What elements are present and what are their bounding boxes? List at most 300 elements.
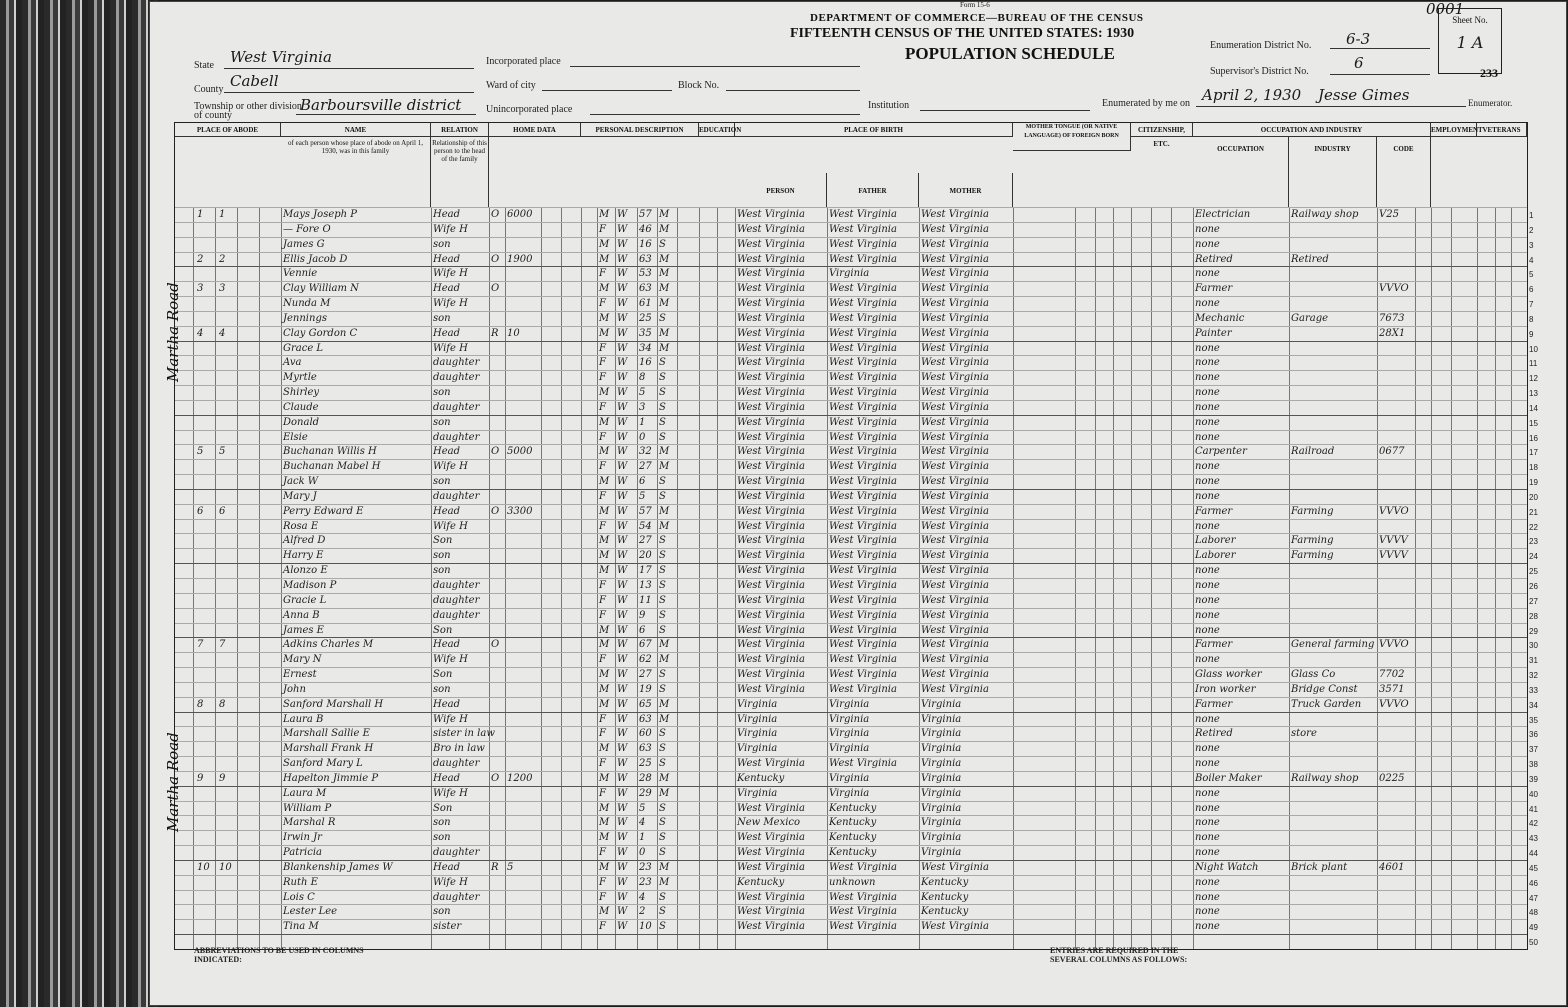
unincorporated-label: Unincorporated place [486, 104, 573, 115]
film-edge-stripes [0, 0, 158, 1007]
cell-race: W [617, 921, 628, 933]
cell-ms: S [659, 802, 666, 814]
cell-fob: West Virginia [829, 639, 897, 651]
cell-rel: Son [433, 669, 453, 681]
line-number: 1 [1529, 211, 1534, 220]
cell-age: 20 [639, 550, 652, 562]
cell-own: O [491, 209, 500, 220]
table-row [175, 355, 1538, 370]
cell-mob: West Virginia [921, 357, 989, 369]
table-row [175, 296, 1534, 311]
cell-ind: Farming [1291, 550, 1334, 562]
cell-fob: Virginia [829, 787, 870, 799]
cell-sex: F [599, 921, 606, 933]
cell-age: 9 [639, 609, 646, 621]
cell-pob: Virginia [737, 713, 778, 725]
line-number: 46 [1529, 878, 1538, 888]
enum-district-label: Enumeration District No. [1210, 40, 1312, 51]
cell-mob: Virginia [921, 772, 962, 784]
cell-rel: son [433, 906, 451, 918]
cell-name: Sanford Marshall H [283, 698, 384, 710]
cell-fob: West Virginia [829, 535, 897, 547]
table-row [175, 875, 1538, 890]
cell-occ: Farmer [1195, 639, 1233, 651]
cell-ms: M [659, 787, 670, 799]
margin-note-road-2: Martha Road [164, 732, 182, 832]
sheet-number-box [1438, 8, 1502, 74]
cell-ms: S [659, 817, 666, 829]
cell-occ: Farmer [1195, 283, 1233, 295]
cell-rel: Wife H [433, 787, 468, 799]
cell-fob: West Virginia [829, 209, 897, 220]
cell-name: Mays Joseph P [283, 209, 357, 220]
cell-pob: West Virginia [737, 327, 805, 339]
person-column-heading: PERSON [735, 173, 827, 207]
cell-sex: F [599, 594, 606, 606]
cell-ms: M [659, 209, 670, 220]
cell-mob: West Virginia [921, 312, 989, 324]
cell-ms: M [659, 654, 670, 666]
cell-age: 1 [639, 832, 646, 844]
cell-race: W [617, 505, 628, 517]
cell-ms: S [659, 357, 666, 369]
line-number: 11 [1529, 359, 1538, 369]
cell-ms: M [659, 253, 670, 265]
cell-age: 57 [639, 209, 652, 220]
cell-age: 23 [639, 876, 652, 888]
cell-val: 10 [507, 327, 520, 339]
cell-name: Claude [283, 401, 319, 413]
cell-fob: West Virginia [829, 683, 897, 695]
cell-mob: West Virginia [921, 387, 989, 399]
cell-sex: M [599, 476, 610, 488]
cell-pob: West Virginia [737, 861, 805, 873]
ward-label: Ward of city [486, 80, 536, 91]
cell-code: 28X1 [1379, 327, 1406, 339]
cell-mob: West Virginia [921, 505, 989, 517]
cell-race: W [617, 698, 628, 710]
cell-race: W [617, 520, 628, 532]
cell-sex: F [599, 609, 606, 621]
cell-code: 0677 [1379, 446, 1405, 458]
cell-rel: Head [433, 446, 461, 458]
cell-age: 5 [639, 802, 646, 814]
cell-dw: 7 [197, 639, 204, 651]
cell-ind: Farming [1291, 505, 1334, 517]
cell-name: Rosa E [283, 520, 319, 532]
cell-name: Buchanan Mabel H [283, 461, 381, 473]
cell-sex: F [599, 847, 606, 859]
cell-fob: West Virginia [829, 387, 897, 399]
cell-race: W [617, 446, 628, 458]
cell-fob: Kentucky [829, 832, 877, 844]
cell-age: 4 [639, 891, 646, 903]
cell-rel: daughter [433, 401, 480, 413]
line-number: 26 [1529, 582, 1538, 591]
cell-ms: S [659, 550, 666, 562]
cell-age: 17 [639, 565, 652, 577]
line-number: 50 [1529, 938, 1538, 948]
institution-label: Institution [868, 100, 910, 111]
cell-fob: West Virginia [829, 594, 897, 606]
cell-name: Tina M [283, 921, 319, 933]
cell-pob: West Virginia [737, 446, 805, 458]
cell-mob: Virginia [921, 787, 962, 799]
cell-sex: M [599, 772, 610, 784]
cell-rel: Wife H [433, 713, 468, 725]
cell-race: W [617, 490, 628, 502]
cell-code: 7702 [1379, 669, 1405, 681]
table-row [175, 385, 1538, 400]
cell-mob: Virginia [921, 802, 962, 814]
line-number: 44 [1529, 849, 1538, 859]
cell-age: 28 [639, 772, 652, 784]
cell-occ: none [1195, 817, 1220, 829]
line-number: 4 [1529, 255, 1534, 265]
line-number: 36 [1529, 730, 1538, 740]
cell-rel: Wife H [433, 461, 468, 473]
cell-race: W [617, 431, 628, 443]
table-row [175, 890, 1538, 905]
cell-mob: Virginia [921, 698, 962, 710]
cell-occ: none [1195, 609, 1220, 621]
cell-occ: Boiler Maker [1195, 772, 1262, 784]
cell-race: W [617, 327, 628, 339]
cell-fob: West Virginia [829, 550, 897, 562]
cell-occ: Laborer [1195, 550, 1236, 562]
cell-race: W [617, 594, 628, 606]
cell-name: Mary J [283, 490, 317, 502]
cell-pob: West Virginia [737, 565, 805, 577]
cell-race: W [617, 639, 628, 651]
group-education: EDUCATION [699, 123, 735, 137]
cell-rel: daughter [433, 758, 480, 770]
table-row [175, 252, 1534, 267]
cell-age: 34 [639, 342, 652, 354]
line-number: 47 [1529, 893, 1538, 903]
cell-pob: Kentucky [737, 772, 785, 784]
line-number: 27 [1529, 596, 1538, 606]
cell-name: James E [283, 624, 324, 636]
supervisor-value: 6 [1354, 54, 1364, 72]
cell-age: 5 [639, 387, 646, 399]
cell-val: 1900 [507, 253, 533, 265]
line-number: 13 [1529, 389, 1538, 399]
cell-occ: none [1195, 387, 1220, 399]
cell-rel: daughter [433, 847, 480, 859]
cell-pob: West Virginia [737, 461, 805, 473]
cell-mob: Kentucky [921, 876, 969, 888]
cell-ms: M [659, 461, 670, 473]
cell-fob: West Virginia [829, 654, 897, 666]
cell-pob: Virginia [737, 787, 778, 799]
cell-pob: West Virginia [737, 639, 805, 651]
cell-age: 63 [639, 283, 652, 295]
cell-occ: none [1195, 580, 1220, 591]
cell-fob: West Virginia [829, 921, 897, 933]
group-personal-description: PERSONAL DESCRIPTION [581, 123, 699, 137]
cell-rel: Head [433, 861, 461, 873]
cell-pob: West Virginia [737, 580, 805, 591]
cell-fob: West Virginia [829, 609, 897, 621]
cell-fob: West Virginia [829, 758, 897, 770]
cell-pob: West Virginia [737, 416, 805, 428]
cell-rel: Bro in law [433, 743, 485, 755]
cell-fob: West Virginia [829, 446, 897, 458]
cell-occ: none [1195, 594, 1220, 606]
table-row [175, 563, 1538, 578]
line-number: 48 [1529, 908, 1538, 918]
cell-ms: S [659, 891, 666, 903]
table-row [175, 341, 1538, 356]
cell-occ: none [1195, 891, 1220, 903]
cell-occ: none [1195, 268, 1220, 280]
cell-fob: West Virginia [829, 906, 897, 918]
line-number: 32 [1529, 671, 1538, 681]
cell-mob: West Virginia [921, 565, 989, 577]
group-home-data: HOME DATA [489, 123, 581, 137]
cell-fob: unknown [829, 876, 876, 888]
cell-race: W [617, 847, 628, 859]
table-row [175, 237, 1534, 252]
line-number: 20 [1529, 492, 1538, 502]
cell-ind: Truck Garden [1291, 698, 1362, 710]
footer-abbreviations: ABBREVIATIONS TO BE USED IN COLUMNS INDICATED: [194, 946, 364, 964]
cell-occ: none [1195, 921, 1220, 933]
line-number: 12 [1529, 374, 1538, 384]
cell-rel: Son [433, 624, 453, 636]
cell-code: 7673 [1379, 312, 1405, 324]
cell-age: 0 [639, 847, 646, 859]
cell-occ: none [1195, 223, 1220, 235]
cell-sex: M [599, 505, 610, 517]
cell-mob: West Virginia [921, 327, 989, 339]
line-number: 41 [1529, 804, 1538, 814]
cell-ms: S [659, 624, 666, 636]
cell-rel: son [433, 312, 451, 324]
cell-mob: West Virginia [921, 550, 989, 562]
table-row [175, 845, 1538, 860]
cell-pob: West Virginia [737, 906, 805, 918]
cell-mob: West Virginia [921, 609, 989, 621]
cell-rel: daughter [433, 580, 480, 591]
cell-occ: none [1195, 372, 1220, 384]
cell-own: O [491, 772, 500, 784]
cell-age: 6 [639, 624, 646, 636]
cell-rel: Head [433, 209, 461, 220]
group-veterans: VETERANS [1477, 123, 1527, 137]
county-value: Cabell [230, 72, 279, 90]
cell-ind: Bridge Const [1291, 683, 1358, 695]
cell-rel: Wife H [433, 342, 468, 354]
table-row [175, 459, 1538, 474]
cell-mob: West Virginia [921, 520, 989, 532]
table-row [175, 489, 1538, 504]
cell-mob: West Virginia [921, 372, 989, 384]
cell-ms: M [659, 639, 670, 651]
census-title: FIFTEENTH CENSUS OF THE UNITED STATES: 1930 [790, 26, 1135, 41]
cell-sex: M [599, 861, 610, 873]
cell-rel: son [433, 565, 451, 577]
cell-age: 57 [639, 505, 652, 517]
cell-occ: none [1195, 238, 1220, 250]
cell-name: Sanford Mary L [283, 758, 363, 770]
cell-name: Jennings [283, 312, 327, 324]
cell-race: W [617, 238, 628, 250]
cell-ind: Retired [1291, 253, 1329, 265]
cell-fam: 8 [219, 698, 226, 710]
cell-race: W [617, 550, 628, 562]
table-row [175, 756, 1538, 771]
cell-code: VVVO [1379, 505, 1409, 517]
cell-pob: West Virginia [737, 209, 805, 220]
cell-occ: Farmer [1195, 505, 1233, 517]
cell-race: W [617, 787, 628, 799]
cell-fob: West Virginia [829, 401, 897, 413]
cell-age: 10 [639, 921, 652, 933]
cell-age: 32 [639, 446, 652, 458]
cell-mob: West Virginia [921, 490, 989, 502]
table-row [175, 578, 1538, 593]
cell-age: 46 [639, 223, 652, 235]
cell-occ: Night Watch [1195, 861, 1259, 873]
cell-name: Clay William N [283, 283, 359, 295]
cell-mob: Virginia [921, 832, 962, 844]
cell-mob: Virginia [921, 817, 962, 829]
cell-race: W [617, 654, 628, 666]
line-number: 37 [1529, 745, 1538, 755]
cell-race: W [617, 401, 628, 413]
cell-occ: none [1195, 758, 1220, 770]
cell-mob: West Virginia [921, 476, 989, 488]
cell-ms: S [659, 832, 666, 844]
table-row [175, 533, 1538, 548]
cell-fam: 4 [219, 327, 226, 339]
line-number: 23 [1529, 537, 1538, 547]
cell-age: 54 [639, 520, 652, 532]
cell-age: 29 [639, 787, 652, 799]
cell-sex: M [599, 906, 610, 918]
line-number: 43 [1529, 834, 1538, 844]
cell-race: W [617, 728, 628, 740]
cell-name: Gracie L [283, 594, 327, 606]
cell-occ: none [1195, 787, 1220, 799]
cell-occ: none [1195, 906, 1220, 918]
cell-fob: West Virginia [829, 372, 897, 384]
cell-fam: 9 [219, 772, 226, 784]
cell-fob: Virginia [829, 743, 870, 755]
cell-pob: West Virginia [737, 550, 805, 562]
line-number: 15 [1529, 418, 1538, 428]
cell-sex: F [599, 520, 606, 532]
cell-fob: West Virginia [829, 580, 897, 591]
cell-mob: West Virginia [921, 669, 989, 681]
cell-occ: Retired [1195, 253, 1233, 265]
cell-age: 60 [639, 728, 652, 740]
cell-val: 5000 [507, 446, 533, 458]
cell-rel: son [433, 832, 451, 844]
cell-pob: West Virginia [737, 921, 805, 933]
cell-name: Adkins Charles M [283, 639, 374, 651]
line-number: 18 [1529, 463, 1538, 473]
cell-race: W [617, 758, 628, 770]
table-row [175, 786, 1538, 801]
form-number: Form 15-6 [960, 1, 990, 9]
cell-mob: West Virginia [921, 446, 989, 458]
cell-name: Perry Edward E [283, 505, 364, 517]
cell-age: 25 [639, 758, 652, 770]
cell-dw: 3 [197, 283, 204, 295]
cell-sex: M [599, 669, 610, 681]
cell-fam: 6 [219, 505, 226, 517]
cell-pob: West Virginia [737, 387, 805, 399]
cell-name: Shirley [283, 387, 320, 399]
cell-sex: M [599, 387, 610, 399]
cell-age: 63 [639, 713, 652, 725]
cell-rel: Head [433, 283, 461, 295]
table-row [175, 934, 1538, 949]
cell-occ: none [1195, 876, 1220, 888]
cell-name: Clay Gordon C [283, 327, 358, 339]
cell-age: 1 [639, 416, 646, 428]
cell-age: 35 [639, 327, 652, 339]
cell-age: 19 [639, 683, 652, 695]
cell-ms: S [659, 490, 666, 502]
cell-ms: S [659, 401, 666, 413]
cell-fob: West Virginia [829, 253, 897, 265]
cell-occ: none [1195, 416, 1220, 428]
cell-occ: none [1195, 298, 1220, 310]
cell-own: O [491, 446, 500, 458]
cell-ms: S [659, 565, 666, 577]
cell-name: Anna B [283, 609, 320, 621]
cell-age: 53 [639, 268, 652, 280]
cell-age: 65 [639, 698, 652, 710]
table-row [175, 860, 1538, 875]
cell-fob: West Virginia [829, 357, 897, 369]
cell-fob: Virginia [829, 268, 870, 280]
cell-pob: West Virginia [737, 847, 805, 859]
cell-code: V25 [1379, 209, 1399, 220]
cell-name: Elsie [283, 431, 308, 443]
cell-val: 3300 [507, 505, 533, 517]
cell-fob: West Virginia [829, 505, 897, 517]
table-row [175, 667, 1538, 682]
cell-sex: F [599, 461, 606, 473]
table-row [175, 726, 1538, 741]
line-number: 5 [1529, 270, 1534, 280]
line-number: 28 [1529, 611, 1538, 621]
cell-race: W [617, 609, 628, 621]
table-row [175, 593, 1538, 608]
cell-mob: West Virginia [921, 624, 989, 636]
cell-pob: West Virginia [737, 490, 805, 502]
cell-mob: West Virginia [921, 461, 989, 473]
cell-rel: daughter [433, 490, 480, 502]
cell-age: 27 [639, 535, 652, 547]
cell-sex: F [599, 580, 606, 591]
cell-age: 11 [639, 594, 652, 606]
cell-rel: Head [433, 505, 461, 517]
table-row [175, 682, 1538, 697]
table-row [175, 222, 1534, 237]
cell-sex: M [599, 416, 610, 428]
cell-occ: Retired [1195, 728, 1233, 740]
cell-pob: Virginia [737, 698, 778, 710]
cell-mob: West Virginia [921, 431, 989, 443]
table-row [175, 712, 1538, 727]
table-row [175, 266, 1534, 281]
